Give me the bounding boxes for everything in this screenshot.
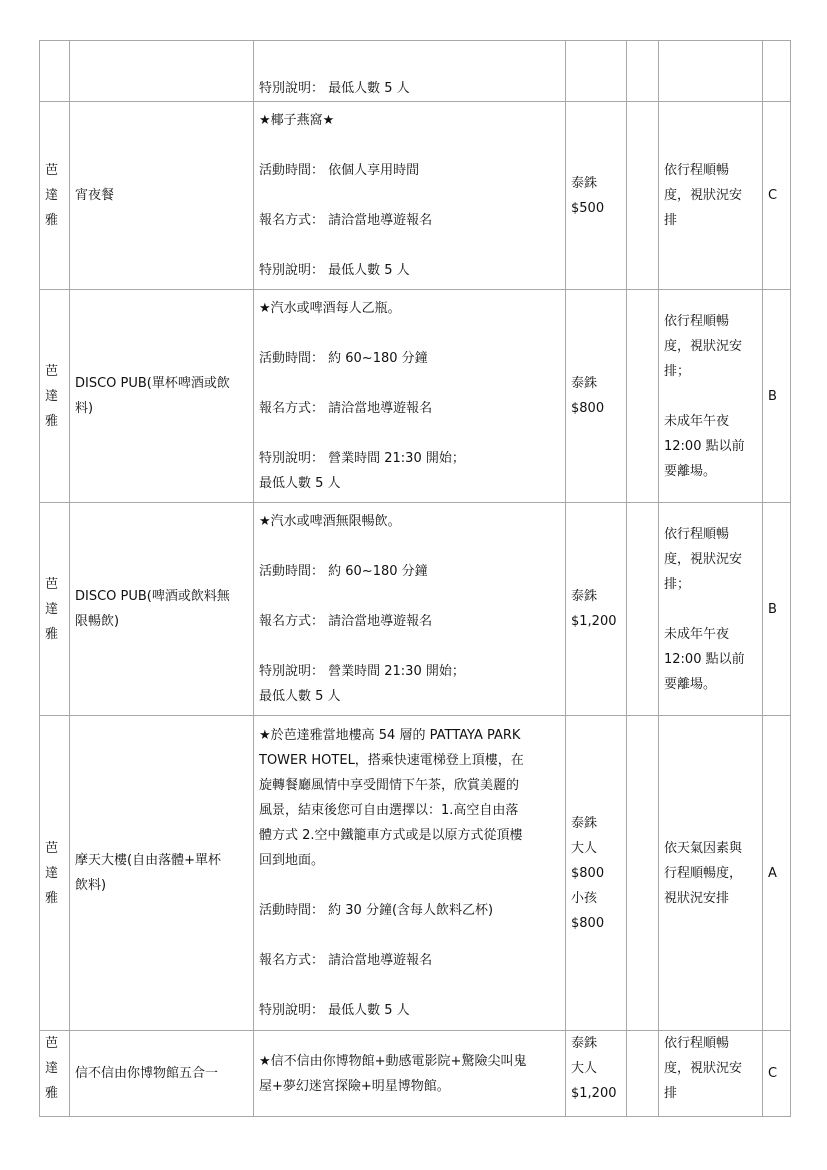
- arrangement-note-cell: [659, 290, 763, 503]
- cell-line: 芭: [45, 840, 59, 856]
- cell-line: 雅: [45, 1086, 59, 1101]
- cell-line: 度，視狀況安: [664, 188, 743, 203]
- grade-cell: C: [763, 102, 791, 290]
- description-line: [259, 973, 560, 998]
- cell-line: 芭: [45, 576, 59, 592]
- cell-line: 芭: [45, 163, 59, 178]
- description-line: ★椰子燕窩★: [259, 113, 335, 128]
- description-line: 特別說明： 最低人數 5 人: [259, 263, 410, 278]
- cell-line: 12:00 點以前: [664, 438, 745, 454]
- description-line: 活動時間： 約 60~180 分鐘: [259, 564, 428, 579]
- price-cell: [566, 503, 627, 716]
- activity-description-cell: [254, 41, 566, 102]
- activity-description-cell: [254, 503, 566, 716]
- cell-line: 大人: [571, 1061, 598, 1076]
- cell-line: 泰銖: [571, 376, 598, 391]
- activity-description-cell: [254, 290, 566, 503]
- description-line: [259, 634, 560, 659]
- description-line: 報名方式： 請洽當地導遊報名: [259, 213, 433, 228]
- activity-description-cell: [254, 716, 566, 1031]
- cell-line: [571, 59, 621, 84]
- description-line: 屋+夢幻迷宮探險+明星博物館。: [259, 1078, 450, 1094]
- cell-line: 限暢飲): [75, 614, 120, 629]
- empty-cell: [627, 1031, 659, 1117]
- description-line: 活動時間： 約 60~180 分鐘: [259, 351, 428, 366]
- cell-line: 泰銖: [571, 175, 598, 191]
- cell-line: DISCO PUB(啤酒或飲料無: [75, 589, 230, 604]
- arrangement-note-cell: [659, 1031, 763, 1117]
- cell-line: 度，視狀況安: [664, 551, 743, 567]
- empty-cell: [627, 716, 659, 1031]
- grade-cell: A: [763, 716, 791, 1031]
- price-cell: [566, 716, 627, 1031]
- region-cell: [40, 102, 70, 290]
- description-line: TOWER HOTEL，搭乘快速電梯登上頂樓，在: [259, 753, 524, 768]
- description-line: 風景，結束後您可自由選擇以：1.高空自由落: [259, 803, 519, 818]
- cell-line: 芭: [45, 363, 59, 379]
- cell-line: 依行程順暢: [664, 1036, 730, 1051]
- cell-line: 摩天大樓(自由落體+單杯: [75, 853, 221, 868]
- grade-cell: [763, 41, 791, 102]
- cell-line: 視狀況安排: [664, 890, 730, 906]
- activity-table: [39, 40, 791, 1117]
- cell-line: 依行程順暢: [664, 526, 730, 542]
- activity-name-cell: [70, 503, 254, 716]
- cell-line: 依行程順暢: [664, 313, 730, 329]
- description-line: [259, 421, 560, 446]
- description-line: [259, 923, 560, 948]
- cell-line: [664, 597, 757, 622]
- cell-line: 排；: [664, 363, 691, 379]
- activity-name-cell: [70, 102, 254, 290]
- price-cell: [566, 1031, 627, 1117]
- description-line: 特別說明： 營業時間 21:30 開始；: [259, 664, 465, 679]
- cell-line: 要離場。: [664, 463, 717, 479]
- description-line: 最低人數 5 人: [259, 476, 341, 491]
- cell-line: 達: [45, 865, 59, 881]
- description-line: 特別說明： 最低人數 5 人: [259, 1003, 410, 1018]
- cell-line: 泰銖: [571, 1036, 598, 1051]
- grade-cell: B: [763, 290, 791, 503]
- table-row: [40, 716, 791, 1031]
- region-cell: [40, 41, 70, 102]
- arrangement-note-cell: [659, 41, 763, 102]
- cell-line: 達: [45, 1061, 59, 1076]
- arrangement-note-cell: [659, 503, 763, 716]
- cell-line: 達: [45, 601, 59, 617]
- activity-name-cell: [70, 41, 254, 102]
- region-cell: [40, 1031, 70, 1117]
- region-cell: [40, 716, 70, 1031]
- cell-line: 要離場。: [664, 676, 717, 692]
- description-line: 特別說明： 營業時間 21:30 開始；: [259, 451, 465, 466]
- description-line: ★汽水或啤酒每人乙瓶。: [259, 301, 401, 316]
- description-line: ★於芭達雅當地樓高 54 層的 PATTAYA PARK: [259, 728, 521, 743]
- description-line: 報名方式： 請洽當地導遊報名: [259, 401, 433, 416]
- activity-table-body: [40, 41, 791, 1117]
- description-line: [259, 873, 560, 898]
- cell-line: [664, 384, 757, 409]
- grade-cell: C: [763, 1031, 791, 1117]
- description-line: [259, 321, 560, 346]
- description-line: 最低人數 5 人: [259, 689, 341, 704]
- cell-line: 芭: [45, 1036, 59, 1051]
- cell-line: 度，視狀況安: [664, 1061, 743, 1076]
- cell-line: 12:00 點以前: [664, 651, 745, 667]
- description-line: 活動時間： 依個人享用時間: [259, 163, 420, 178]
- cell-line: 依天氣因素與: [664, 840, 743, 856]
- cell-line: 雅: [45, 213, 59, 228]
- description-line: 報名方式： 請洽當地導遊報名: [259, 953, 433, 968]
- cell-line: 未成年午夜: [664, 413, 730, 429]
- table-row: [40, 1031, 791, 1117]
- region-cell: [40, 290, 70, 503]
- activity-description-cell: [254, 102, 566, 290]
- description-line: 旋轉餐廳風情中享受閒情下午茶，欣賞美麗的: [259, 778, 520, 793]
- description-line: ★信不信由你博物館+動感電影院+驚險尖叫鬼: [259, 1053, 527, 1069]
- arrangement-note-cell: [659, 102, 763, 290]
- table-row: [40, 503, 791, 716]
- cell-line: $500: [571, 200, 605, 216]
- description-line: [259, 371, 560, 396]
- description-line: 活動時間： 約 30 分鐘(含每人飲料乙杯): [259, 903, 494, 918]
- empty-cell: [627, 503, 659, 716]
- description-line: [259, 133, 560, 158]
- cell-line: $800: [571, 401, 605, 416]
- table-row: [40, 290, 791, 503]
- description-line: [259, 233, 560, 258]
- description-line: 回到地面。: [259, 853, 325, 868]
- cell-line: 泰銖: [571, 589, 598, 604]
- cell-line: $800: [571, 915, 605, 931]
- cell-line: 宵夜餐: [75, 188, 115, 203]
- cell-line: [45, 59, 64, 84]
- cell-line: $1,200: [571, 1086, 617, 1101]
- empty-cell: [627, 102, 659, 290]
- arrangement-note-cell: [659, 716, 763, 1031]
- cell-line: 雅: [45, 626, 59, 642]
- empty-cell: [627, 41, 659, 102]
- cell-line: $800: [571, 865, 605, 881]
- cell-line: 排: [664, 1086, 678, 1101]
- description-line: 特別說明： 最低人數 5 人: [259, 81, 410, 96]
- cell-line: [75, 59, 248, 84]
- activity-name-cell: [70, 1031, 254, 1117]
- cell-line: 排；: [664, 576, 691, 592]
- cell-line: 達: [45, 388, 59, 404]
- price-cell: [566, 102, 627, 290]
- cell-line: 信不信由你博物館五合一: [75, 1066, 219, 1081]
- activity-name-cell: [70, 290, 254, 503]
- table-row: [40, 102, 791, 290]
- description-line: [259, 183, 560, 208]
- cell-line: 雅: [45, 890, 59, 906]
- cell-line: 雅: [45, 413, 59, 429]
- table-row: [40, 41, 791, 102]
- cell-line: DISCO PUB(單杯啤酒或飲: [75, 376, 230, 391]
- description-line: [259, 534, 560, 559]
- grade-cell: B: [763, 503, 791, 716]
- empty-cell: [627, 290, 659, 503]
- cell-line: 依行程順暢: [664, 163, 730, 178]
- cell-line: 飲料): [75, 878, 107, 893]
- cell-line: $1,200: [571, 614, 617, 629]
- cell-line: 未成年午夜: [664, 626, 730, 642]
- region-cell: [40, 503, 70, 716]
- cell-line: 度，視狀況安: [664, 338, 743, 354]
- price-cell: [566, 290, 627, 503]
- cell-line: 泰銖: [571, 815, 598, 831]
- cell-line: 料): [75, 401, 94, 416]
- activity-name-cell: [70, 716, 254, 1031]
- cell-line: 行程順暢度，: [664, 865, 743, 881]
- price-cell: [566, 41, 627, 102]
- activity-description-cell: [254, 1031, 566, 1117]
- description-line: [259, 584, 560, 609]
- cell-line: [664, 59, 757, 84]
- description-line: 體方式 2.空中鐵籠車方式或是以原方式從頂樓: [259, 828, 523, 843]
- description-line: ★汽水或啤酒無限暢飲。: [259, 514, 401, 529]
- description-line: 報名方式： 請洽當地導遊報名: [259, 614, 433, 629]
- cell-line: 達: [45, 188, 59, 203]
- cell-line: 小孩: [571, 890, 598, 906]
- cell-line: 排: [664, 213, 678, 228]
- cell-line: 大人: [571, 840, 598, 856]
